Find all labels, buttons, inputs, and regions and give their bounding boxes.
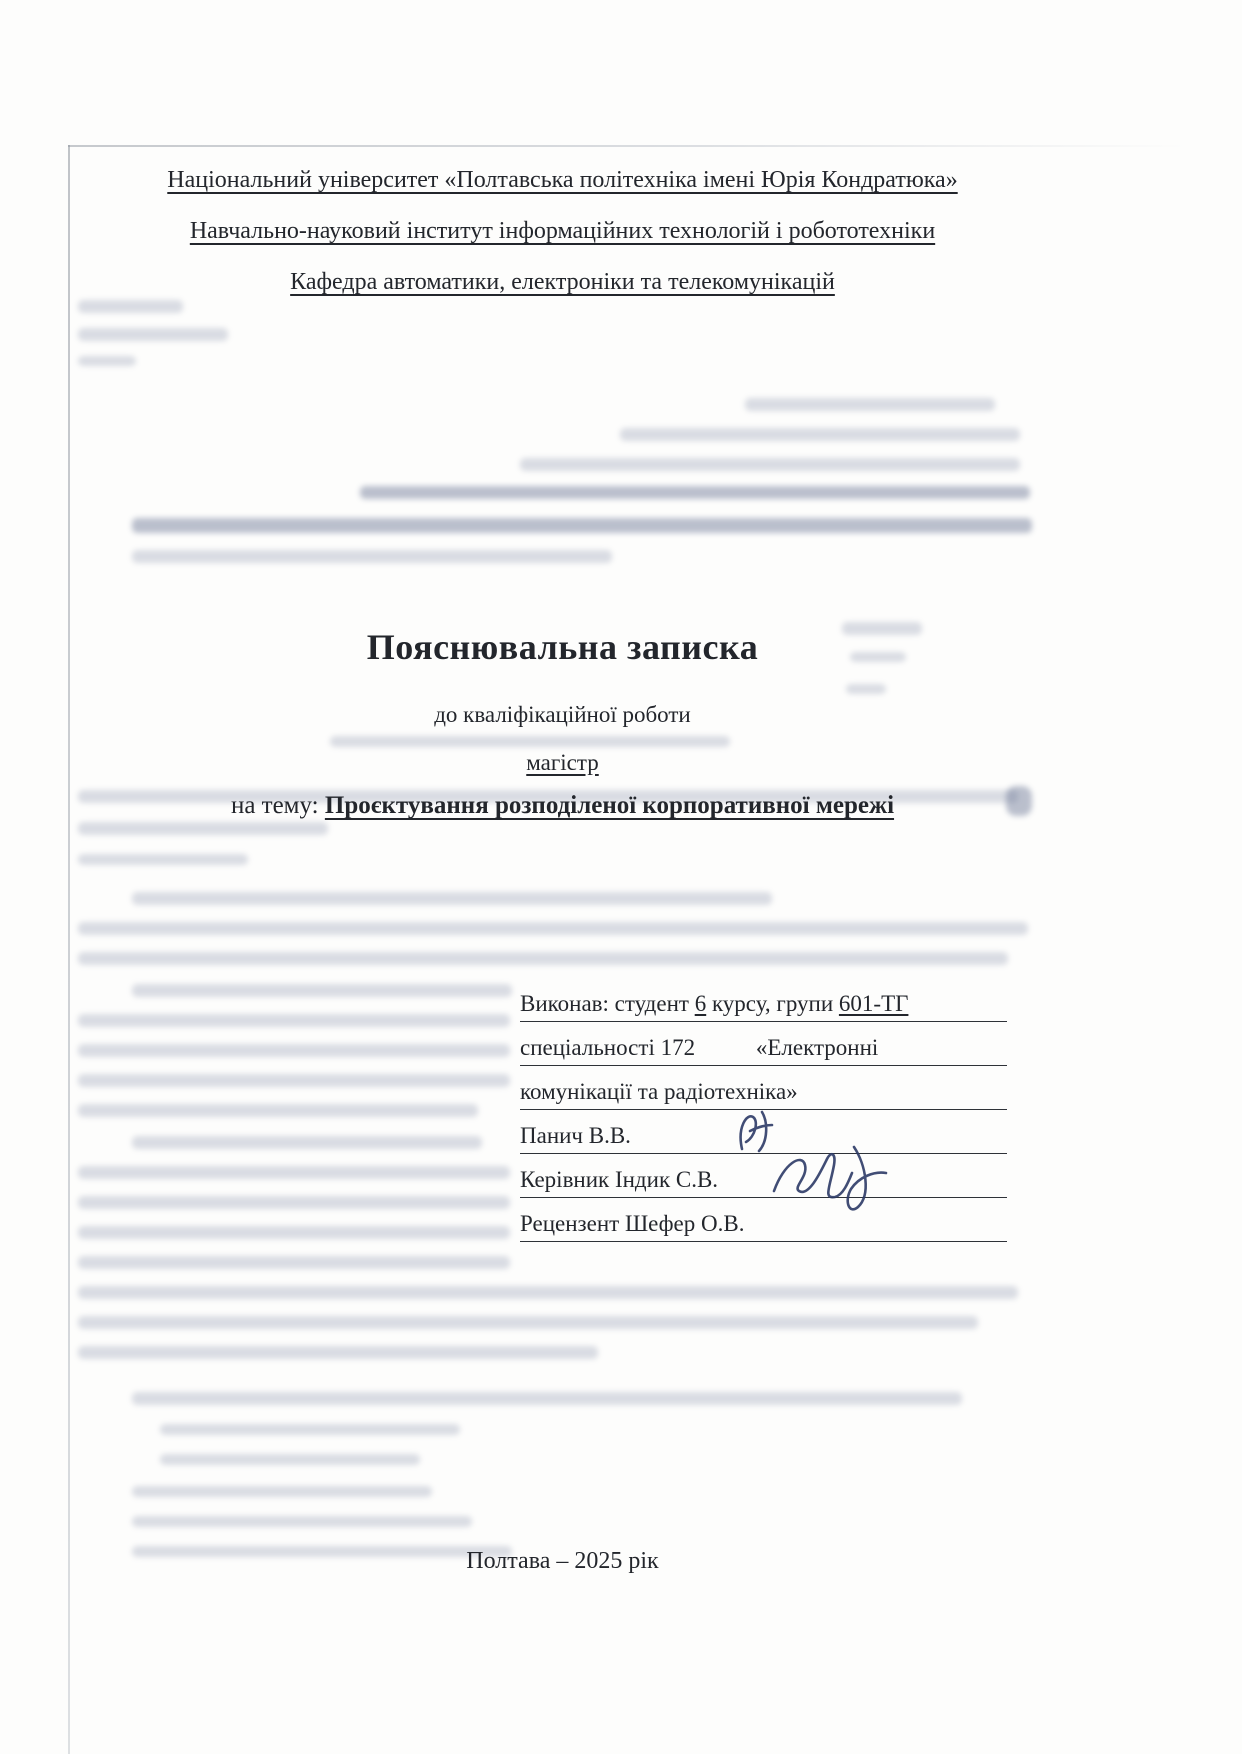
bleed-through-line xyxy=(132,518,1032,533)
bleed-through-line xyxy=(330,736,730,747)
reviewer-name: Шефер О.В. xyxy=(624,1211,745,1236)
bleed-through-line xyxy=(78,1346,598,1359)
scan-frame-left-line xyxy=(68,145,70,1754)
bleed-through-line xyxy=(520,458,1020,471)
bleed-through-line xyxy=(78,1226,510,1239)
bleed-through-line xyxy=(160,1424,460,1435)
degree-level: магістр xyxy=(526,750,599,775)
bleed-through-line xyxy=(132,1392,962,1405)
reviewer-row xyxy=(520,1198,1007,1242)
bleed-through-line xyxy=(360,486,1030,499)
course-number: 6 xyxy=(694,991,707,1016)
bleed-through-line xyxy=(132,892,772,905)
bleed-through-line xyxy=(132,550,612,563)
bleed-through-line xyxy=(78,1316,978,1329)
bleed-through-line xyxy=(78,1166,510,1179)
bleed-through-line xyxy=(78,1196,510,1209)
bleed-through-line xyxy=(78,1074,510,1087)
bleed-through-line xyxy=(745,398,995,411)
student-row xyxy=(520,1110,1007,1154)
bleed-through-line xyxy=(78,1044,510,1057)
institute-name: Навчально-науковий інститут інформаційних технологій і робототехніки xyxy=(189,218,936,244)
specialty-name-end: комунікації та радіотехніка» xyxy=(520,1079,798,1104)
performed-middle: курсу, групи xyxy=(711,991,834,1016)
supervisor-row xyxy=(520,1154,1007,1198)
bleed-through-line xyxy=(78,1104,478,1117)
bleed-through-line xyxy=(78,922,1028,935)
performed-prefix: Виконав: студент xyxy=(520,991,689,1016)
author-block xyxy=(520,978,1007,1242)
group-number: 601-ТГ xyxy=(838,991,909,1016)
scan-frame-top-line xyxy=(68,145,1186,147)
supervisor-name: Індик С.В. xyxy=(614,1167,719,1192)
student-signature xyxy=(732,1107,794,1157)
university-name: Національний університет «Полтавська політехніка імені Юрія Кондратюка» xyxy=(167,167,958,193)
city-year-footer: Полтава – 2025 рік xyxy=(466,1548,659,1574)
bleed-through-line xyxy=(78,822,328,835)
supervisor-label: Керівник xyxy=(520,1167,610,1192)
bleed-through-line xyxy=(132,1136,482,1149)
topic-label: на тему: xyxy=(230,792,319,819)
bleed-through-line xyxy=(78,356,136,366)
bleed-through-line xyxy=(132,1486,432,1497)
bleed-through-line xyxy=(78,1014,510,1027)
bleed-through-line xyxy=(846,684,886,694)
document-title: Пояснювальна записка xyxy=(366,627,759,667)
topic-line xyxy=(75,792,1050,820)
bleed-through-line xyxy=(132,1516,472,1527)
bleed-through-line xyxy=(78,328,228,341)
institution-header xyxy=(75,168,1050,321)
bleed-through-line xyxy=(78,854,248,865)
topic-title: Проєктування розподіленої корпоративної мережі xyxy=(324,792,895,819)
department-name: Кафедра автоматики, електроніки та телекомунікацій xyxy=(290,269,835,295)
specialty-name-start: «Електронні xyxy=(755,1035,879,1060)
bleed-through-line xyxy=(78,952,1008,965)
bleed-through-line xyxy=(132,984,512,997)
reviewer-label: Рецензент xyxy=(520,1211,620,1236)
bleed-through-line xyxy=(160,1454,420,1465)
bleed-through-line xyxy=(78,1256,510,1269)
bleed-through-line xyxy=(78,1286,1018,1299)
student-name: Панич В.В. xyxy=(520,1123,631,1148)
specialty-row xyxy=(520,1022,1007,1066)
specialty-row-2 xyxy=(520,1066,1007,1110)
performed-row xyxy=(520,978,1007,1022)
specialty-code: спеціальності 172 xyxy=(520,1035,696,1060)
document-subtitle: до кваліфікаційної роботи xyxy=(434,702,691,727)
bleed-through-line xyxy=(620,428,1020,441)
